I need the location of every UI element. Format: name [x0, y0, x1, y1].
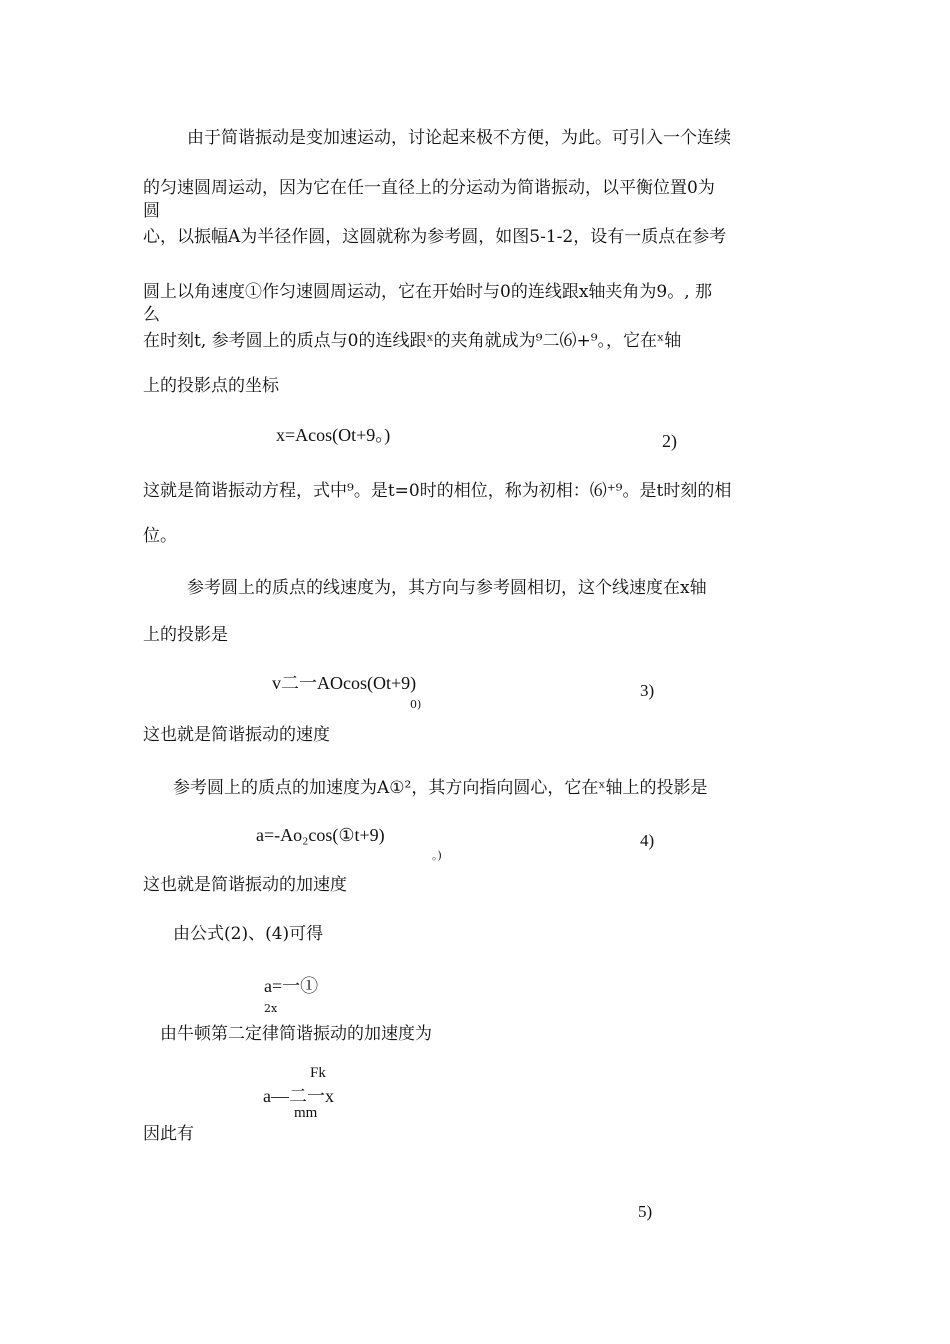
equation-2-formula: x=Acos(Ot+9。) — [276, 425, 391, 445]
paragraph-line: 在时刻t, 参考圆上的质点与0的连线跟ˣ的夹角就成为⁹二⑹+⁹。，它在ˣ轴 — [143, 331, 682, 351]
paragraph-line: 的匀速圆周运动，因为它在任一直径上的分运动为简谐振动，以平衡位置0为 — [143, 178, 715, 198]
equation-newton-formula: a—二一x — [263, 1086, 334, 1106]
paragraph-line: 圆 — [143, 201, 160, 221]
paragraph-line: 这也就是简谐振动的速度 — [143, 725, 330, 745]
equation-a-subscript: 2x — [264, 1002, 278, 1015]
equation-newton-denominator: mm — [294, 1105, 318, 1121]
paragraph-line: 由于简谐振动是变加速运动，讨论起来极不方便，为此。可引入一个连续 — [187, 128, 731, 148]
paragraph-line: 圆上以角速度①作匀速圆周运动，它在开始时与0的连线跟x轴夹角为9。, 那 — [143, 282, 713, 302]
equation-3-number: 3) — [640, 681, 655, 700]
equation-4-formula: a=-Ao₂cos(①t+9) — [256, 825, 385, 845]
paragraph-line: 心，以振幅A为半径作圆，这圆就称为参考圆，如图5-1-2，设有一质点在参考 — [143, 227, 727, 247]
equation-a-formula: a=一① — [264, 976, 319, 996]
paragraph-line: 由牛顿第二定律简谐振动的加速度为 — [160, 1024, 432, 1044]
paragraph-line: 这也就是简谐振动的加速度 — [143, 875, 347, 895]
paragraph-line: 参考圆上的质点的加速度为A①²，其方向指向圆心，它在ˣ轴上的投影是 — [173, 778, 708, 798]
equation-5-number: 5) — [638, 1202, 653, 1221]
paragraph-line: 因此有 — [143, 1124, 194, 1144]
equation-2-number: 2) — [662, 431, 677, 451]
paragraph-line: 由公式(2)、(4)可得 — [173, 924, 324, 944]
equation-3-subscript: 0) — [410, 698, 422, 711]
paragraph-line: 上的投影点的坐标 — [143, 376, 279, 396]
equation-newton-numerator: Fk — [310, 1065, 326, 1081]
equation-3-formula: v二一AOcos(Ot+9) — [272, 673, 417, 693]
paragraph-line: 位。 — [143, 526, 177, 546]
equation-4-subscript: 。) — [432, 849, 442, 862]
paragraph-line: 上的投影是 — [143, 625, 228, 645]
paragraph-line: 参考圆上的质点的线速度为，其方向与参考圆相切，这个线速度在x轴 — [187, 578, 707, 598]
paragraph-line: 这就是简谐振动方程，式中⁹。是t=0时的相位，称为初相：⑹⁺⁹。是t时刻的相 — [143, 481, 732, 501]
equation-4-number: 4) — [640, 831, 655, 850]
paragraph-line: 么 — [143, 305, 160, 325]
